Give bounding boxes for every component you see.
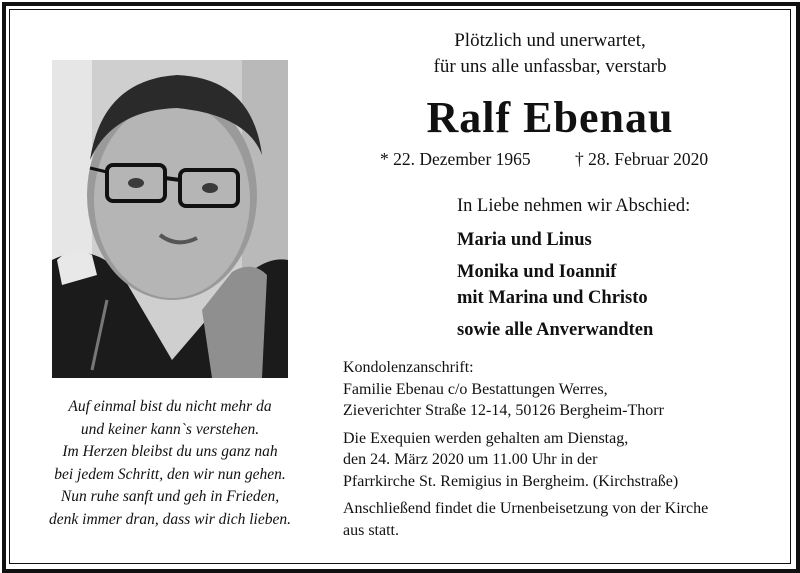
service-line: den 24. März 2020 um 11.00 Uhr in der: [343, 451, 598, 468]
poem-line: und keiner kann`s verstehen.: [80, 420, 260, 438]
poem-line: Nun ruhe sanft und geh in Frieden,: [60, 488, 280, 505]
poem-line: denk immer dran, dass wir dich lieben.: [49, 510, 291, 528]
intro-line: Plötzlich und unerwartet,: [454, 30, 646, 51]
portrait-illustration: [52, 60, 288, 378]
mourner-line: sowie alle Anverwandten: [457, 320, 654, 340]
mourner-line: mit Marina und Christo: [457, 288, 648, 308]
mourner-line: Maria und Linus: [457, 230, 592, 250]
poem-line: bei jedem Schritt, den wir nun gehen.: [54, 465, 286, 483]
memorial-poem: [30, 396, 310, 531]
poem-line: Auf einmal bist du nicht mehr da: [68, 398, 272, 415]
intro-text: [370, 28, 730, 80]
condolence-line: Zieverichter Straße 12-14, 50126 Bergheim-Thorr: [343, 402, 664, 419]
service-line: Pfarrkirche St. Remigius in Bergheim. (Kirchstraße): [343, 472, 679, 490]
burial-line: Anschließend findet die Urnenbeisetzung von der Kirche: [343, 500, 709, 517]
farewell-line: In Liebe nehmen wir Abschied:: [457, 196, 691, 216]
deceased-name: Ralf Ebenau: [426, 93, 674, 142]
portrait-photo: [52, 60, 288, 378]
service-line: Die Exequien werden gehalten am Dienstag,: [343, 429, 629, 447]
intro-line: für uns alle unfassbar, verstarb: [433, 56, 667, 77]
mourner-line: Monika und Ioannif: [457, 262, 617, 282]
poem-line: Im Herzen bleibst du uns ganz nah: [62, 443, 278, 460]
death-date: † 28. Februar 2020: [575, 149, 709, 169]
burial-line: aus statt.: [343, 521, 399, 539]
notice-details: [343, 357, 708, 541]
condolence-label: Kondolenzanschrift:: [343, 359, 474, 376]
birth-date: * 22. Dezember 1965: [380, 149, 531, 169]
mourners-list: [457, 227, 653, 343]
condolence-line: Familie Ebenau c/o Bestattungen Werres,: [343, 380, 608, 398]
